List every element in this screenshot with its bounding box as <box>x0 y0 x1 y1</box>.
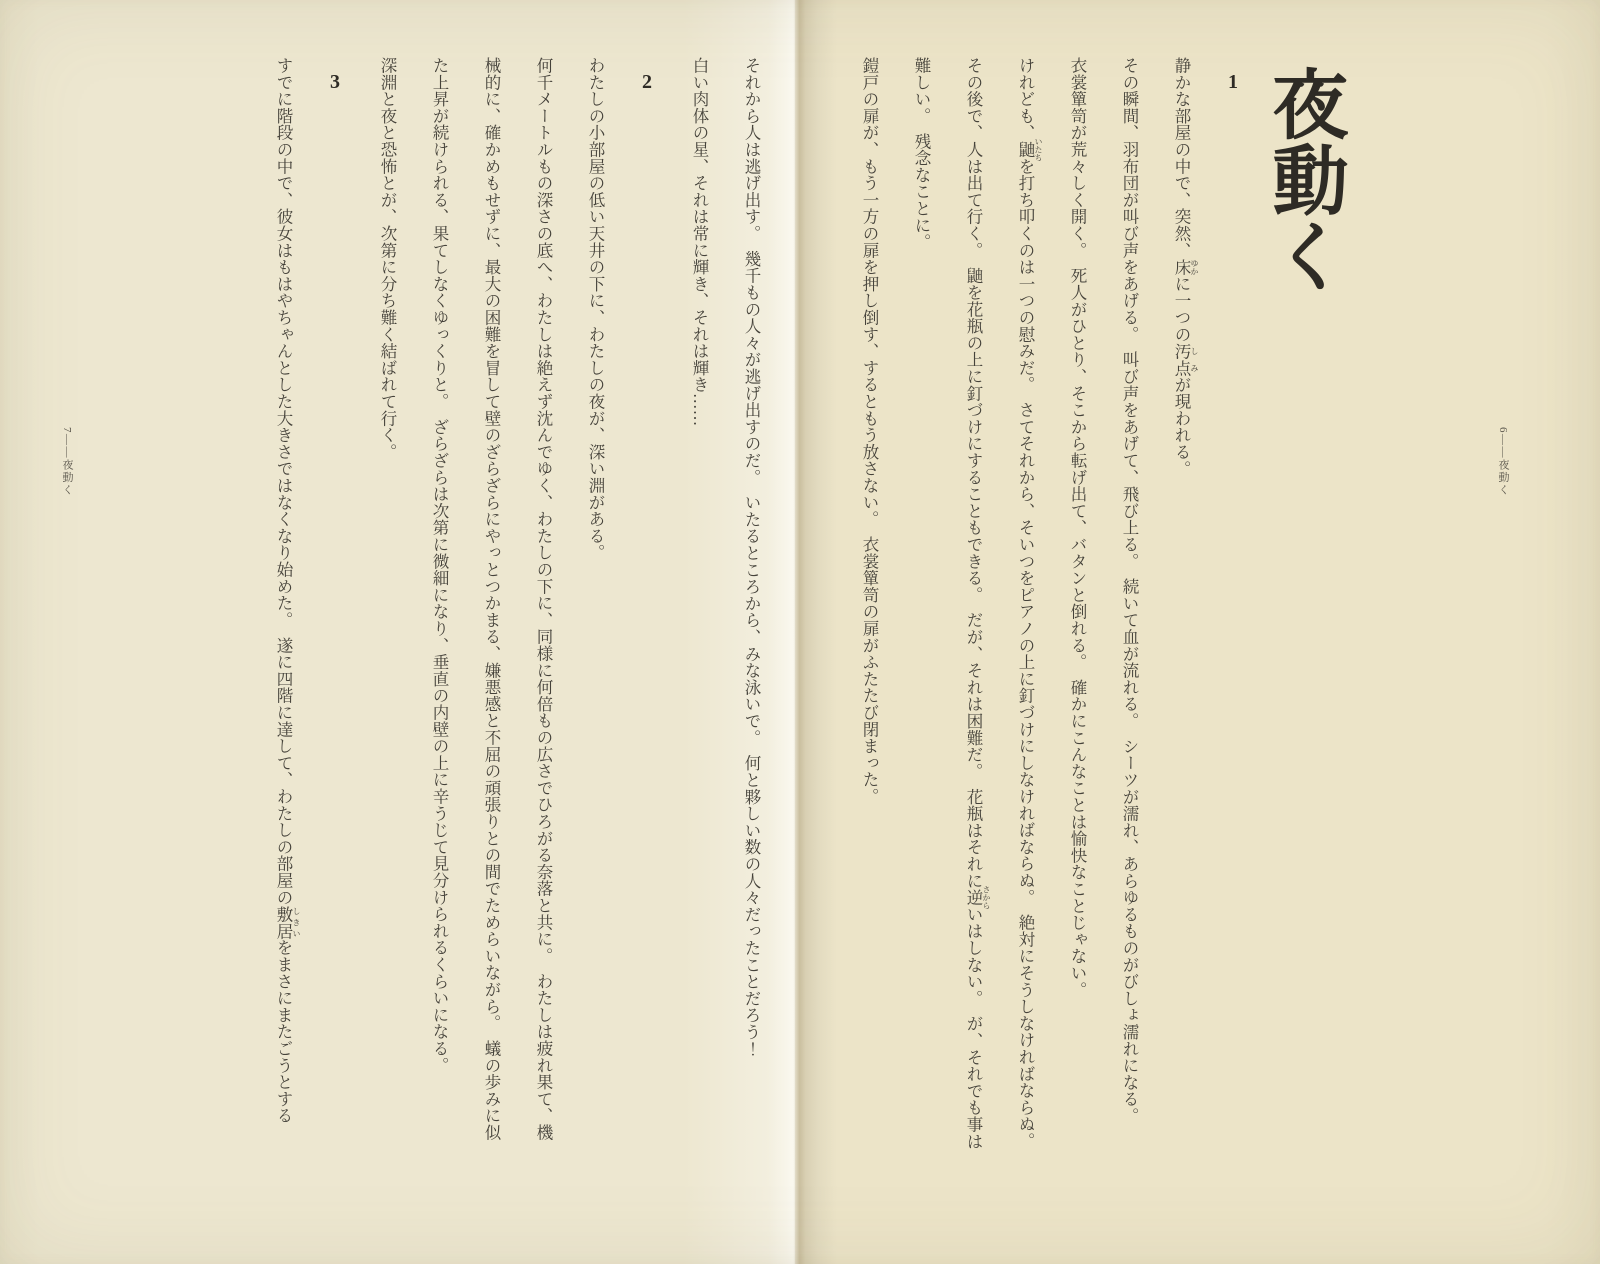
ruby-annotated-word: 汚点 しみ <box>1172 342 1199 377</box>
paragraph: 何千メートルもの深さの底へ、わたしは絶えず沈んでゆく、わたしの下に、同様に何倍もの広さでひろがる奈落と共に。 わたしは疲れ果て、機械的に、確かめもせずに、最大の困難を冒して壁のざらざらにやっとつかまる、嫌悪感と不屈の頑張りとの間でためらいながら。 蟻の歩みに似た上昇が続けられる、果てしなくゆっくりと。 ざらざらは次第に微細になり、垂直の内壁の上に辛うじて見分けられるくらいになる。 <box>430 57 553 1141</box>
page-right-text-block <box>843 57 1347 1158</box>
ruby-annotated-word: 敷居 しきい <box>274 905 301 940</box>
book-title: 夜動く <box>1261 65 1345 293</box>
running-head-left: 7――夜動く <box>61 427 73 497</box>
running-head-right: 6――夜動く <box>1497 427 1509 497</box>
ruby-annotated-word: 床 ゆか <box>1172 258 1199 276</box>
section-number-3: 3 <box>324 71 346 94</box>
paragraph: 鎧戸の扉が、もう一方の扉を押し倒す、するともう放さない。 衣裳簞笥の扉がふたたび閉まった。 <box>860 57 879 805</box>
section-number-2: 2 <box>636 71 658 94</box>
section-number-1: 1 <box>1222 71 1244 94</box>
ruby-annotated-word: 逆 さから <box>964 885 991 910</box>
paragraph: 深淵と夜と恐怖とが、次第に分ち難く結ばれて行く。 <box>378 57 397 461</box>
page-left-text-block <box>257 57 777 1153</box>
paragraph: その瞬間、羽布団が叫び声をあげる。 叫び声をあげて、飛び上る。 続いて血が流れる。 シーツが濡れ、あらゆるものがびしょ濡れになる。 <box>1120 57 1139 1125</box>
paragraph: 衣裳簞笥が荒々しく開く。 死人がひとり、そこから転げ出て、バタンと倒れる。 確かにこんなことは愉快なことじゃない。 <box>1068 57 1087 999</box>
paragraph: すでに階段の中で、彼女はもはやちゃんとした大きさではなくなり始めた。 遂に四階に達して、わたしの部屋の敷居 しきいをまさにまたごうとする <box>274 57 301 1124</box>
paragraph: それから人は逃げ出す。 幾千もの人々が逃げ出すのだ。 いたるところから、みな泳いで。 何と夥しい数の人々だったことだろう！ <box>742 57 761 1058</box>
paragraph: わたしの小部屋の低い天井の下に、わたしの夜が、深い淵がある。 <box>586 57 605 561</box>
ruby-annotated-word: 鼬 いたち <box>1016 137 1043 162</box>
paragraph: けれども、鼬 いたちを打ち叩くのは一つの慰みだ。 さてそれから、そいつをピアノの上に釘づけにしなければならぬ。 絶対にそうしなければならぬ。 その後で、人は出て行く。 鼬を花瓶の上に釘づけにすることもできる。 だが、それは困難だ。 花瓶はそれに逆 さからいはしない。 が、それでも事は難しい。 残念なことに。 <box>912 57 1043 1158</box>
paragraph: 白い肉体の星、それは常に輝き、それは輝き…… <box>690 57 709 427</box>
paragraph: 静かな部屋の中で、突然、床 ゆかに一つの汚点 しみが現われる。 <box>1172 57 1199 478</box>
